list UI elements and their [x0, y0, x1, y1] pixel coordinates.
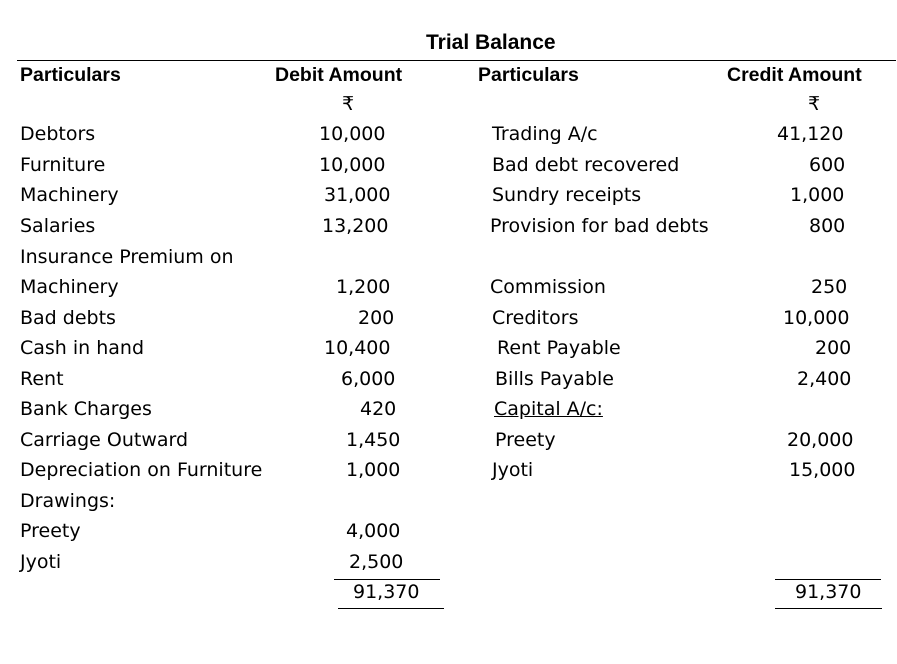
credit-label: Provision for bad debts [490, 215, 709, 237]
debit-amount: 420 [360, 398, 397, 420]
particulars-right-header: Particulars [478, 64, 579, 86]
debit-amount-header: Debit Amount [275, 64, 403, 86]
credit-amount: 2,400 [797, 368, 852, 390]
credit-label: Preety [495, 429, 556, 451]
debit-amount: 1,000 [346, 459, 401, 481]
credit-label: Bills Payable [495, 368, 614, 390]
debit-label: Depreciation on Furniture [20, 459, 263, 481]
debit-label: Carriage Outward [20, 429, 189, 451]
debit-amount: 10,000 [319, 123, 386, 145]
credit-label: Creditors [492, 307, 579, 329]
debit-amount: 10,400 [324, 337, 391, 359]
debit-label: Preety [20, 520, 81, 542]
debit-label: Jyoti [20, 551, 62, 573]
debit-label: Furniture [20, 154, 106, 176]
credit-label: Rent Payable [497, 337, 621, 359]
debit-amount: 200 [358, 307, 395, 329]
credit-total: 91,370 [795, 581, 862, 603]
credit-label: Trading A/c [492, 123, 598, 145]
debit-currency-symbol: ₹ [342, 93, 355, 115]
debit-label: Bank Charges [20, 398, 152, 420]
debit-label: Bad debts [20, 307, 116, 329]
debit-label: Salaries [20, 215, 96, 237]
debit-amount: 2,500 [349, 551, 404, 573]
credit-label: Jyoti [492, 459, 534, 481]
credit-total-top-rule [775, 579, 881, 580]
debit-total-bottom-rule [338, 608, 444, 609]
credit-amount: 20,000 [787, 429, 854, 451]
credit-label: Sundry receipts [492, 184, 642, 206]
credit-amount: 800 [809, 215, 846, 237]
debit-amount: 31,000 [324, 184, 391, 206]
credit-label: Commission [490, 276, 606, 298]
debit-amount: 1,200 [336, 276, 391, 298]
credit-amount: 200 [815, 337, 852, 359]
debit-amount: 10,000 [319, 154, 386, 176]
debit-amount: 13,200 [322, 215, 389, 237]
debit-label: Drawings: [20, 490, 116, 512]
particulars-left-header: Particulars [20, 64, 121, 86]
page-title: Trial Balance [426, 31, 556, 54]
debit-total: 91,370 [353, 581, 420, 603]
debit-amount: 1,450 [346, 429, 401, 451]
credit-amount: 10,000 [783, 307, 850, 329]
debit-label: Machinery [20, 184, 119, 206]
header-rule [17, 60, 896, 61]
debit-label: Insurance Premium on [20, 246, 234, 268]
debit-label: Rent [20, 368, 64, 390]
credit-amount: 600 [809, 154, 846, 176]
credit-amount: 41,120 [777, 123, 844, 145]
credit-total-bottom-rule [775, 608, 882, 609]
credit-amount: 250 [811, 276, 848, 298]
credit-amount-header: Credit Amount [727, 64, 862, 86]
credit-amount: 1,000 [790, 184, 845, 206]
debit-total-top-rule [334, 579, 440, 580]
debit-amount: 6,000 [341, 368, 396, 390]
debit-label: Debtors [20, 123, 96, 145]
debit-label: Cash in hand [20, 337, 145, 359]
capital-account-heading: Capital A/c: [494, 398, 603, 420]
credit-currency-symbol: ₹ [808, 93, 821, 115]
credit-amount: 15,000 [789, 459, 856, 481]
credit-label: Bad debt recovered [492, 154, 680, 176]
debit-amount: 4,000 [346, 520, 401, 542]
debit-label: Machinery [20, 276, 119, 298]
